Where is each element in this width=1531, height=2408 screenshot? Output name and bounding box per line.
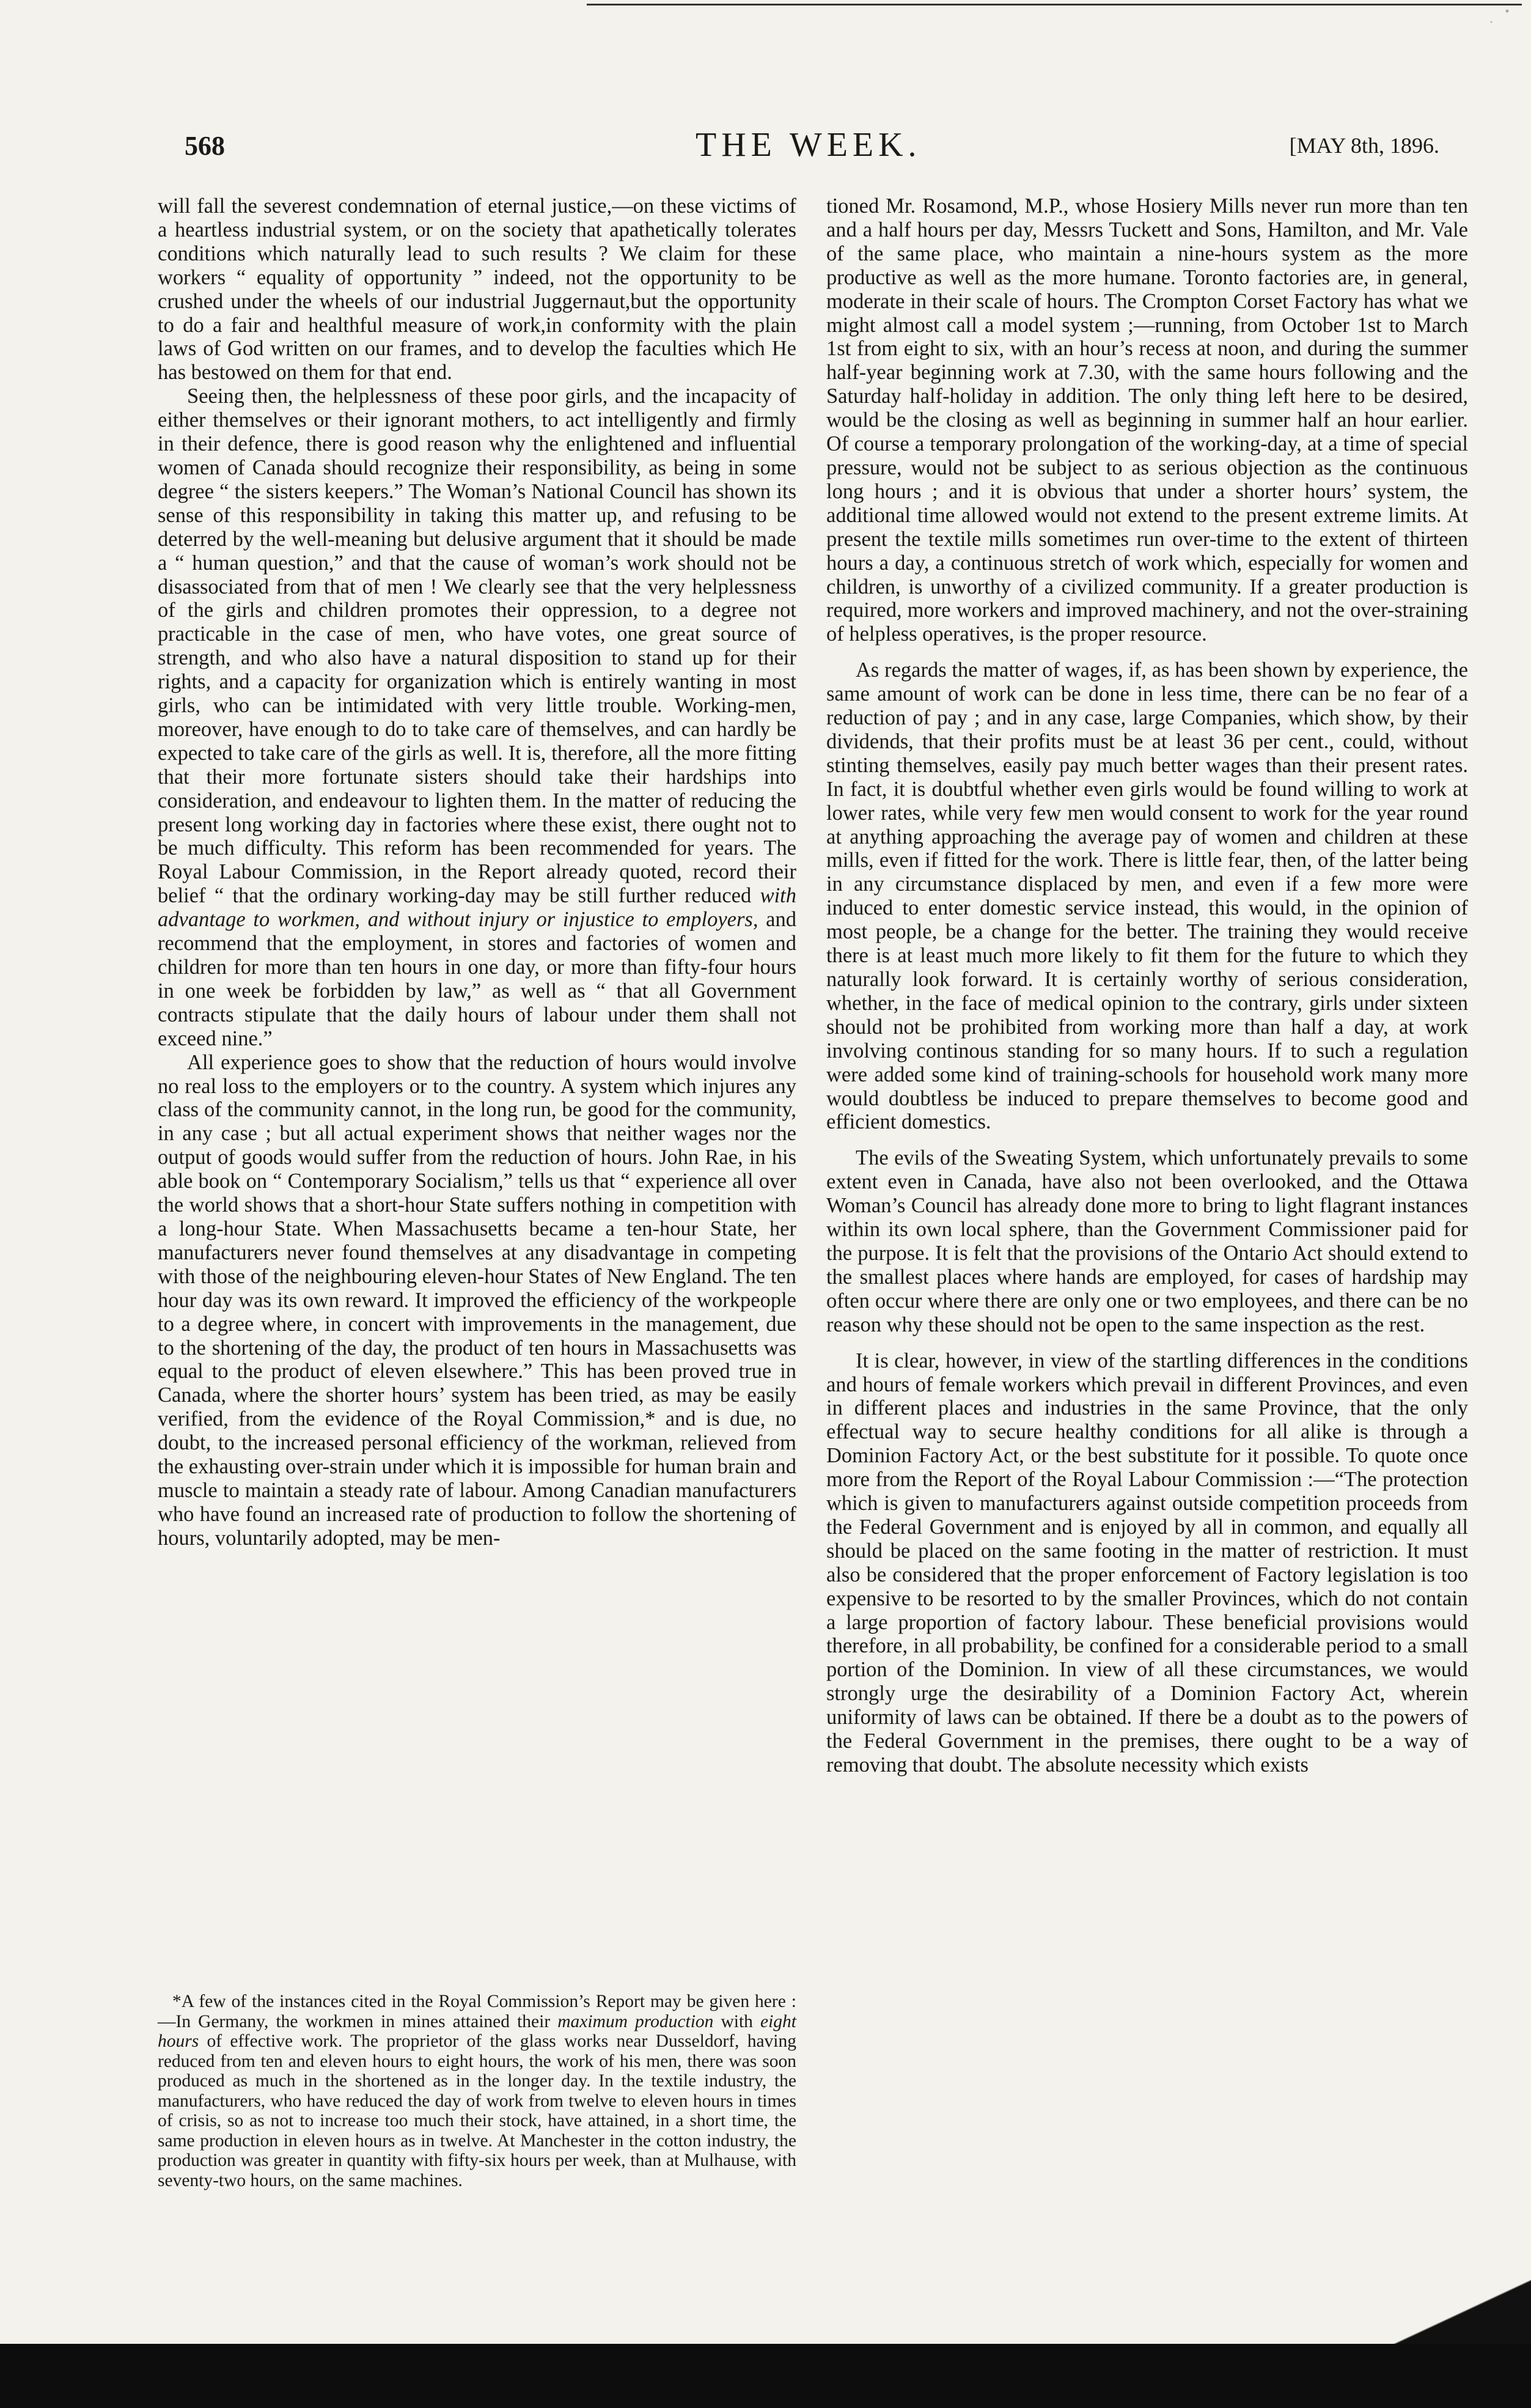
top-rule [587, 4, 1522, 6]
footnote-italic-1: maximum production [557, 2011, 714, 2031]
footnote [158, 1992, 796, 2190]
page-number: 568 [185, 131, 225, 161]
page-header [0, 125, 1531, 180]
left-paragraph-2-text-b: and recommend that the employment, in stores and factories of women and children for more than ten hours in one day, or more than fifty-four hours in one week be forbidden by law,” as well as “ that all Government contracts stipulate that the daily hours of labour under them shall not exceed nine.” [158, 908, 796, 1050]
publication-title: THE WEEK. [696, 126, 922, 164]
footnote-text-a: *A few of the instances cited in the Royal Commission’s Report may be given here :—In Germany, the workmen in mines attained their [158, 1992, 796, 2031]
issue-date: [MAY 8th, 1896. [1289, 133, 1439, 158]
footnote-italic-2: eight hours [158, 2011, 796, 2051]
page-corner-speckle [1452, 0, 1531, 37]
footnote-text [158, 1992, 796, 2190]
left-column [158, 194, 796, 1550]
right-column [826, 194, 1468, 1777]
left-paragraph-3: All experience goes to show that the reduction of hours would involve no real loss to the employers or to the country. A system which injures any class of the community cannot, in the long run, be good for the community, in any case ; but all actual experiment shows that neither wages nor the output of goods would suffer from the reduction of hours. John Rae, in his able book on “ Contemporary Socialism,” tells us that “ experience all over the world shows that a short-hour State suffers nothing in competition with a long-hour State. When Massachusetts became a ten-hour State, her manufacturers never found themselves at any disadvantage in competing with those of the neighbouring eleven-hour States of New England. The ten hour day was its own reward. It improved the efficiency of the workpeople to a degree where, in concert with improvements in the management, due to the shortening of the day, the product of ten hours in Massachusetts was equal to the product of eleven elsewhere.” This has been proved true in Canada, where the shorter hours’ system has been tried, as may be easily verified, from the evidence of the Royal Commission,* and is due, no doubt, to the increased personal efficiency of the workman, relieved from the exhausting over-strain under which it is impossible for human brain and muscle to maintain a steady rate of labour. Among Canadian manufacturers who have found an increased rate of production to follow the shortening of hours, voluntarily adopted, may be men- [158, 1050, 796, 1550]
left-paragraph-1: will fall the severest condemnation of eternal justice,—on these victims of a heartless industrial system, or on the society that apathetically tolerates conditions which naturally lead to such results ? We claim for these workers “ equality of opportunity ” indeed, not the opportunity to be crushed under the wheels of our industrial Juggernaut,but the opportunity to do a fair and healthful measure of work,in conformity with the plain laws of God written on our frames, and to develop the faculties which He has bestowed on them for that end. [158, 194, 796, 385]
scan-bottom-border [0, 2344, 1531, 2408]
footnote-text-c: of effective work. The proprietor of the glass works near Dusseldorf, having reduced from ten and eleven hours to eight hours, the work of his men, there was soon produced as much in the shortened as in the longer day. In the textile industry, the manufacturers, who have reduced the day of work from twelve to eleven hours in times of crisis, so as not to increase too much their stock, have attained, in a short time, the same production in eleven hours as in twelve. At Manchester in the cotton industry, the production was greater in quantity with fifty-six hours per week, than at Mulhause, with seventy-two hours, on the same machines. [158, 2031, 796, 2190]
footnote-text-b: with [713, 2011, 760, 2031]
right-paragraph-4: It is clear, however, in view of the startling differences in the conditions and hours of female workers which prevail in different Provinces, and even in different places and industries in the same Province, that the only effectual way to secure healthy conditions for all alike is through a Dominion Factory Act, or the best substitute for it possible. To quote once more from the Report of the Royal Labour Commission :—“The protection which is given to manufacturers against outside competition proceeds from the Federal Government and is enjoyed by all in common, and equally all should be placed on the same footing in the matter of restriction. It must also be considered that the proper enforcement of Factory legislation is too expensive to be resorted to by the smaller Provinces, which do not contain a large proportion of factory labour. These beneficial provisions would therefore, in all probability, be confined for a considerable period to a small portion of the Dominion. In view of all these circumstances, we would strongly urge the desirability of a Dominion Factory Act, wherein uniformity of laws can be obtained. If there be a doubt as to the powers of the Federal Government in the premises, there ought to be a way of removing that doubt. The absolute necessity which exists [826, 1349, 1468, 1777]
left-paragraph-2 [158, 385, 796, 1050]
left-paragraph-2-italic: with advantage to workmen, and without injury or injustice to employers, [158, 884, 796, 932]
right-paragraph-2: As regards the matter of wages, if, as has been shown by experience, the same amount of work can be done in less time, there can be no fear of a reduction of pay ; and in any case, large Companies, which show, by their dividends, that their profits must be at least 36 per cent., could, without stinting themselves, easily pay much better wages than their present rates. In fact, it is doubtful whether even girls would be found willing to work at lower rates, while very few men would consent to work for the year round at anything approaching the average pay of women and children at these mills, even if fitted for the work. There is little fear, then, of the latter being in any circumstance displaced by men, and even if a few more were induced to enter domestic service instead, this would, in the opinion of most people, be a change for the better. The training they would receive there is at least much more likely to fit them for the future to which they naturally look forward. It is certainly worthy of serious consideration, whether, in the face of medical opinion to the contrary, girls under sixteen should not be prohibited from working more than half a day, at work involving continous standing for so many hours. If to such a regulation were added some kind of training-schools for household work many more would doubtless be induced to prepare themselves to become good and efficient domestics. [826, 658, 1468, 1134]
right-paragraph-1: tioned Mr. Rosamond, M.P., whose Hosiery Mills never run more than ten and a half hours per day, Messrs Tuckett and Sons, Hamilton, and Mr. Vale of the same place, who maintain a nine-hours system as the more productive as well as the more humane. Toronto factories are, in general, moderate in their scale of hours. The Crompton Corset Factory has what we might almost call a model system ;—running, from October 1st to March 1st from eight to six, with an hour’s recess at noon, and during the summer half-year beginning work at 7.30, with the same hours following and the Saturday half-holiday in addition. The only thing left here to be desired, would be the closing as well as beginning in summer half an hour earlier. Of course a temporary prolongation of the working-day, at a time of special pressure, would not be subject to as serious objection as the continuous long hours ; and it is obvious that under a shorter hours’ system, the additional time allowed would not extend to the present extreme limits. At present the textile mills sometimes run over-time to the extent of thirteen hours a day, a continuous stretch of work which, especially for women and children, is unworthy of a civilized community. If a greater production is required, more workers and improved machinery, and not the over-straining of helpless operatives, is the proper resource. [826, 194, 1468, 646]
right-paragraph-3: The evils of the Sweating System, which unfortunately prevails to some extent even in Canada, have also not been overlooked, and the Ottawa Woman’s Council has already done more to bring to light flagrant instances within its own local sphere, than the Government Commissioner paid for the purpose. It is felt that the provisions of the Ontario Act should extend to the smallest places where hands are employed, for cases of hardship may often occur where there are only one or two employees, and there can be no reason why these should not be open to the same inspection as the rest. [826, 1146, 1468, 1336]
left-paragraph-2-text-a: Seeing then, the helplessness of these poor girls, and the incapacity of either themselves or their ignorant mothers, to act intelligently and firmly in their defence, there is good reason why the enlightened and influential women of Canada should recognize their responsibility, as being in some degree “ the sisters keepers.” The Woman’s National Council has shown its sense of this responsibility in taking this matter up, and refusing to be deterred by the well-meaning but delusive argument that it should be made a “ human question,” and that the cause of woman’s work should not be disassociated from that of men ! We clearly see that the very helplessness of the girls and children promotes their oppression, to a degree not practicable in the case of men, who have votes, one great source of strength, and who also have a natural disposition to stand up for their rights, and a capacity for organization which is entirely wanting in most girls, who can be intimidated with very little trouble. Working-men, moreover, have enough to do to take care of themselves, and can hardly be expected to take care of the girls as well. It is, therefore, all the more fitting that their more fortunate sisters should take their hardships into consideration, and endeavour to lighten them. In the matter of reducing the present long working day in factories where these exist, there ought not to be much difficulty. This reform has been recommended for years. The Royal Labour Commission, in the Report already quoted, record their belief “ that the ordinary working-day may be still further reduced [158, 385, 796, 908]
